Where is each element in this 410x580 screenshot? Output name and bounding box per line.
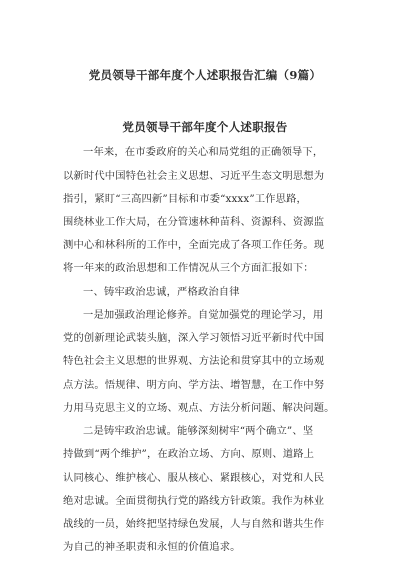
paragraph-line: 特色社会主义思想的世界观、方法论和贯穿其中的立场观 [63,355,325,367]
paragraph-line: 以新时代中国特色社会主义思想、习近平生态文明思想为 [63,170,325,182]
paragraph-line: 认同核心、维护核心、服从核心、紧跟核心，对党和人民 [63,472,325,484]
paragraph-line: 战线的一员，始终把坚持绿色发展，人与自然和谐共生作 [63,518,325,530]
paragraph-line: 测中心和林科所的工作中，全面完成了各项工作任务。现 [63,239,325,251]
paragraph-line: 持做到“两个维护”，在政治立场、方向、原则、道路上 [63,448,315,460]
section-title: 党员领导干部年度个人述职报告 [122,120,288,134]
paragraph-line: 绝对忠诚。全面贯彻执行党的路线方针政策。我作为林业 [63,495,325,507]
paragraph-line: 二是铸牢政治忠诚。能够深刻树牢“两个确立”、坚 [83,425,314,437]
document-title: 党员领导干部年度个人述职报告汇编（9篇） [88,68,322,82]
paragraph-line: 为自己的神圣职责和永恒的价值追求。 [63,541,241,553]
paragraph-line: 一是加强政治理论修养。自觉加强党的理论学习，用 [83,309,324,321]
paragraph-line: 围绕林业工作大局，在分管速林种苗科、资源科、资源监 [63,216,325,228]
paragraph-line: 指引，紧盯“三高四新”目标和市委“xxxx”工作思路， [63,193,307,205]
paragraph-line: 将一年来的政治思想和工作情况从三个方面汇报如下： [63,262,314,274]
section-heading: 一、铸牢政治忠诚，严格政治自律 [83,286,240,298]
paragraph-line: 力用马克思主义的立场、观点、方法分析问题、解决问题。 [63,402,335,414]
paragraph-line: 点方法。悟规律、明方向、学方法、增智慧，在工作中努 [63,379,325,391]
paragraph-line: 一年来，在市委政府的关心和局党组的正确领导下， [83,146,324,158]
paragraph-line: 党的创新理论武装头脑，深入学习领悟习近平新时代中国 [63,332,325,344]
